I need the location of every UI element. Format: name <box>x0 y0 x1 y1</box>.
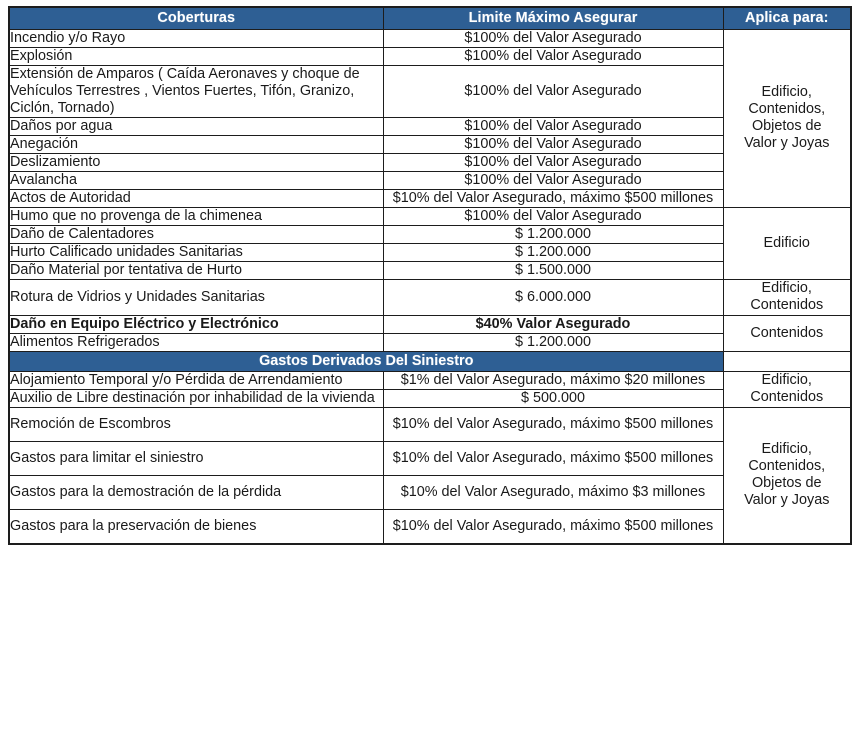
cell-aplica-group-6 <box>723 407 851 543</box>
cell-limite: $10% del Valor Asegurado, máximo $3 millones <box>383 475 723 509</box>
cell-aplica-group-5 <box>723 371 851 407</box>
cell-limite: $ 6.000.000 <box>383 279 723 315</box>
table-row <box>9 371 851 389</box>
column-header-coberturas: Coberturas <box>9 7 383 30</box>
aplica-line: Edificio, <box>761 279 812 296</box>
aplica-line: Contenidos, <box>748 458 826 475</box>
cell-cobertura: Remoción de Escombros <box>9 407 383 441</box>
cell-cobertura: Gastos para la demostración de la pérdida <box>9 475 383 509</box>
table-row <box>9 407 851 441</box>
cell-cobertura: Auxilio de Libre destinación por inhabilidad de la vivienda <box>9 389 383 407</box>
table-row <box>9 207 851 225</box>
table-row <box>9 279 851 315</box>
table-row <box>9 315 851 333</box>
cell-limite: $10% del Valor Asegurado, máximo $500 millones <box>383 407 723 441</box>
cell-cobertura: Anegación <box>9 135 383 153</box>
table-body <box>9 30 851 544</box>
aplica-line: Contenidos <box>750 389 824 406</box>
coverage-table <box>8 6 852 545</box>
cell-limite: $100% del Valor Asegurado <box>383 65 723 117</box>
cell-limite: $1% del Valor Asegurado, máximo $20 millones <box>383 371 723 389</box>
section-header-row <box>9 351 851 371</box>
cell-cobertura: Actos de Autoridad <box>9 189 383 207</box>
aplica-line: Valor y Joyas <box>744 135 830 152</box>
aplica-line: Valor y Joyas <box>744 492 830 509</box>
cell-aplica-group-4: Contenidos <box>723 315 851 351</box>
aplica-line: Edificio, <box>761 372 812 389</box>
cell-cobertura: Alojamiento Temporal y/o Pérdida de Arrendamiento <box>9 371 383 389</box>
cell-aplica-group-3 <box>723 279 851 315</box>
cell-limite: $10% del Valor Asegurado, máximo $500 millones <box>383 509 723 543</box>
cell-limite: $ 1.200.000 <box>383 243 723 261</box>
cell-limite: $40% Valor Asegurado <box>383 315 723 333</box>
cell-limite: $100% del Valor Asegurado <box>383 171 723 189</box>
aplica-line: Edificio, <box>761 441 812 458</box>
cell-aplica-group-2: Edificio <box>723 207 851 279</box>
cell-cobertura: Avalancha <box>9 171 383 189</box>
cell-limite: $10% del Valor Asegurado, máximo $500 millones <box>383 441 723 475</box>
cell-limite: $100% del Valor Asegurado <box>383 30 723 48</box>
aplica-line: Objetos de <box>751 118 822 135</box>
cell-limite: $10% del Valor Asegurado, máximo $500 millones <box>383 189 723 207</box>
cell-cobertura: Daño en Equipo Eléctrico y Electrónico <box>9 315 383 333</box>
cell-limite: $ 1.500.000 <box>383 261 723 279</box>
cell-limite: $100% del Valor Asegurado <box>383 153 723 171</box>
aplica-line: Contenidos, <box>748 101 826 118</box>
cell-cobertura: Incendio y/o Rayo <box>9 30 383 48</box>
column-header-limite: Limite Máximo Asegurar <box>383 7 723 30</box>
column-header-aplica: Aplica para: <box>723 7 851 30</box>
cell-cobertura: Explosión <box>9 47 383 65</box>
cell-cobertura: Daño de Calentadores <box>9 225 383 243</box>
cell-limite: $100% del Valor Asegurado <box>383 47 723 65</box>
cell-cobertura: Daño Material por tentativa de Hurto <box>9 261 383 279</box>
cell-cobertura: Gastos para la preservación de bienes <box>9 509 383 543</box>
section-header-label: Gastos Derivados Del Siniestro <box>9 351 723 371</box>
cell-cobertura: Extensión de Amparos ( Caída Aeronaves y choque de Vehículos Terrestres , Vientos Fuertes, Tifón, Granizo, Ciclón, Tornado) <box>9 65 383 117</box>
cell-limite: $ 1.200.000 <box>383 333 723 351</box>
table-header <box>9 7 851 30</box>
section-header-spacer <box>723 351 851 371</box>
header-row <box>9 7 851 30</box>
cell-cobertura: Humo que no provenga de la chimenea <box>9 207 383 225</box>
aplica-line: Contenidos <box>750 297 824 314</box>
cell-cobertura: Deslizamiento <box>9 153 383 171</box>
cell-cobertura: Gastos para limitar el siniestro <box>9 441 383 475</box>
aplica-line: Edificio, <box>761 84 812 101</box>
table-row <box>9 30 851 48</box>
cell-limite: $100% del Valor Asegurado <box>383 135 723 153</box>
cell-limite: $100% del Valor Asegurado <box>383 207 723 225</box>
cell-limite: $ 500.000 <box>383 389 723 407</box>
cell-cobertura: Hurto Calificado unidades Sanitarias <box>9 243 383 261</box>
cell-limite: $100% del Valor Asegurado <box>383 117 723 135</box>
aplica-line: Objetos de <box>751 475 822 492</box>
cell-cobertura: Rotura de Vidrios y Unidades Sanitarias <box>9 279 383 315</box>
cell-cobertura: Alimentos Refrigerados <box>9 333 383 351</box>
cell-cobertura: Daños por agua <box>9 117 383 135</box>
cell-aplica-group-1 <box>723 30 851 208</box>
cell-limite: $ 1.200.000 <box>383 225 723 243</box>
